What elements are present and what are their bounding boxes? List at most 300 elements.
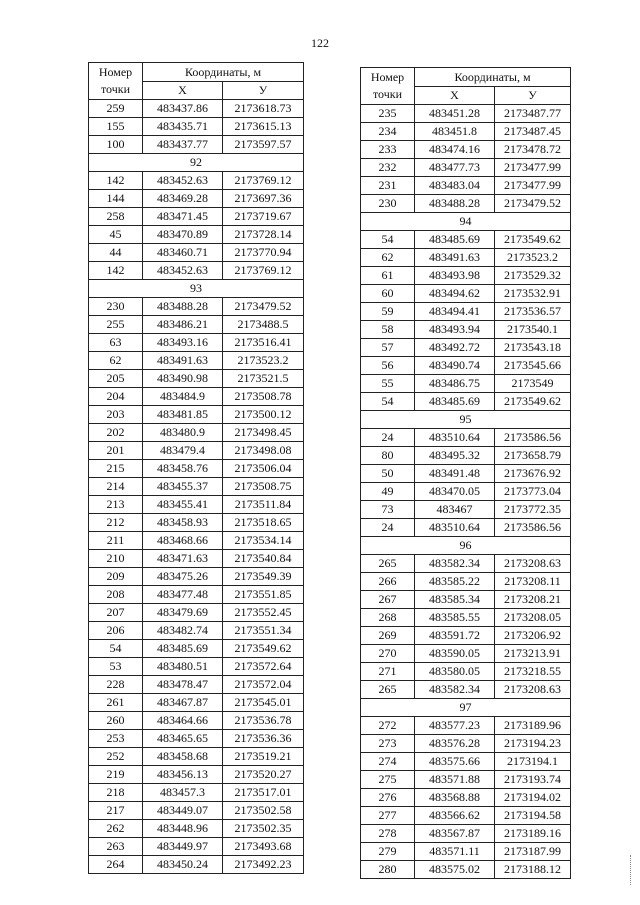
table-row: [361, 717, 571, 735]
x-coordinate-cell: 483458.68: [143, 748, 223, 766]
y-coordinate-cell: 2173500.12: [223, 406, 304, 424]
point-number-cell: 56: [361, 357, 415, 375]
group-number: 92: [89, 154, 304, 172]
point-number-cell: 218: [89, 784, 143, 802]
x-coordinate-cell: 483568.88: [415, 789, 495, 807]
point-number-cell: 234: [361, 123, 415, 141]
table-row: [89, 298, 304, 316]
table-row: [89, 550, 304, 568]
y-coordinate-cell: 2173213.91: [495, 645, 571, 663]
coordinates-header: Координаты, м: [415, 68, 571, 87]
y-coordinate-cell: 2173615.13: [223, 118, 304, 136]
table-row: [361, 159, 571, 177]
x-coordinate-cell: 483483.04: [415, 177, 495, 195]
group-number: 96: [361, 537, 571, 555]
group-header-row: [361, 699, 571, 717]
x-coordinate-cell: 483449.07: [143, 802, 223, 820]
table-row: [89, 316, 304, 334]
y-coordinate-cell: 2173477.99: [495, 177, 571, 195]
point-number-cell: 201: [89, 442, 143, 460]
table-row: [89, 352, 304, 370]
y-coordinate-cell: 2173208.11: [495, 573, 571, 591]
table-row: [89, 190, 304, 208]
y-coordinate-cell: 2173769.12: [223, 262, 304, 280]
point-number-cell: 206: [89, 622, 143, 640]
y-coordinate-cell: 2173194.58: [495, 807, 571, 825]
table-row: [89, 712, 304, 730]
point-number-cell: 279: [361, 843, 415, 861]
table-row: [361, 627, 571, 645]
point-number-cell: 261: [89, 694, 143, 712]
y-coordinate-cell: 2173770.94: [223, 244, 304, 262]
x-coordinate-cell: 483449.97: [143, 838, 223, 856]
y-coordinate-cell: 2173188.12: [495, 861, 571, 879]
point-number-cell: 265: [361, 555, 415, 573]
table-row: [89, 640, 304, 658]
point-number-cell: 60: [361, 285, 415, 303]
point-number-cell: 58: [361, 321, 415, 339]
point-number-cell: 50: [361, 465, 415, 483]
table-row: [89, 820, 304, 838]
y-coordinate-cell: 2173519.21: [223, 748, 304, 766]
x-coordinate-cell: 483486.21: [143, 316, 223, 334]
point-number-cell: 230: [89, 298, 143, 316]
point-number-header-line1: Номер: [98, 65, 133, 79]
table-row: [361, 447, 571, 465]
x-coordinate-cell: 483577.23: [415, 717, 495, 735]
point-number-cell: 280: [361, 861, 415, 879]
table-row: [361, 123, 571, 141]
point-number-cell: 45: [89, 226, 143, 244]
y-coordinate-cell: 2173551.85: [223, 586, 304, 604]
table-row: [361, 681, 571, 699]
x-coordinate-cell: 483465.65: [143, 730, 223, 748]
table-row: [361, 195, 571, 213]
table-row: [361, 771, 571, 789]
x-coordinate-cell: 483492.72: [415, 339, 495, 357]
x-coordinate-cell: 483571.88: [415, 771, 495, 789]
point-number-cell: 59: [361, 303, 415, 321]
x-coordinate-cell: 483585.34: [415, 591, 495, 609]
point-number-cell: 142: [89, 262, 143, 280]
point-number-cell: 80: [361, 447, 415, 465]
point-number-cell: 55: [361, 375, 415, 393]
group-header-row: [361, 411, 571, 429]
page-number: 122: [311, 36, 329, 50]
y-coordinate-cell: 2173549.39: [223, 568, 304, 586]
y-coordinate-cell: 2173549.62: [495, 231, 571, 249]
point-number-cell: 268: [361, 609, 415, 627]
y-coordinate-cell: 2173511.84: [223, 496, 304, 514]
y-coordinate-cell: 2173572.64: [223, 658, 304, 676]
group-number: 93: [89, 280, 304, 298]
y-coordinate-cell: 2173477.99: [495, 159, 571, 177]
table-row: [361, 609, 571, 627]
y-coordinate-cell: 2173697.36: [223, 190, 304, 208]
table-row: [361, 789, 571, 807]
x-coordinate-cell: 483510.64: [415, 519, 495, 537]
y-coordinate-cell: 2173551.34: [223, 622, 304, 640]
point-number-cell: 253: [89, 730, 143, 748]
group-number: 97: [361, 699, 571, 717]
table-row: [89, 172, 304, 190]
point-number-cell: 214: [89, 478, 143, 496]
y-coordinate-cell: 2173479.52: [495, 195, 571, 213]
table-row: [361, 285, 571, 303]
point-number-cell: 63: [89, 334, 143, 352]
x-coordinate-cell: 483585.22: [415, 573, 495, 591]
x-coordinate-cell: 483582.34: [415, 681, 495, 699]
group-header-row: [89, 280, 304, 298]
y-coordinate-cell: 2173487.77: [495, 105, 571, 123]
x-coordinate-cell: 483458.93: [143, 514, 223, 532]
table-row: [89, 424, 304, 442]
table-row: [89, 676, 304, 694]
point-number-cell: 259: [89, 100, 143, 118]
table-row: [89, 766, 304, 784]
point-number-cell: 271: [361, 663, 415, 681]
x-coordinate-cell: 483566.62: [415, 807, 495, 825]
y-coordinate-cell: 2173676.92: [495, 465, 571, 483]
point-number-cell: 274: [361, 753, 415, 771]
point-number-cell: 54: [361, 393, 415, 411]
x-coordinate-cell: 483493.94: [415, 321, 495, 339]
table-row: [361, 519, 571, 537]
table-row: [89, 208, 304, 226]
y-coordinate-cell: 2173536.78: [223, 712, 304, 730]
x-coordinate-cell: 483475.26: [143, 568, 223, 586]
x-coordinate-cell: 483470.05: [415, 483, 495, 501]
y-coordinate-cell: 2173506.04: [223, 460, 304, 478]
table-row: [89, 514, 304, 532]
x-coordinate-cell: 483460.71: [143, 244, 223, 262]
y-coordinate-cell: 2173532.91: [495, 285, 571, 303]
x-coordinate-cell: 483491.63: [143, 352, 223, 370]
x-coordinate-cell: 483575.66: [415, 753, 495, 771]
point-number-cell: 142: [89, 172, 143, 190]
y-coordinate-cell: 2173517.01: [223, 784, 304, 802]
group-header-row: [361, 537, 571, 555]
table-row: [361, 753, 571, 771]
table-row: [89, 496, 304, 514]
point-number-cell: 255: [89, 316, 143, 334]
y-coordinate-cell: 2173189.96: [495, 717, 571, 735]
x-coordinate-cell: 483435.71: [143, 118, 223, 136]
y-coordinate-cell: 2173521.5: [223, 370, 304, 388]
point-number-header-line2: точки: [100, 82, 131, 96]
point-number-cell: 61: [361, 267, 415, 285]
point-number-cell: 202: [89, 424, 143, 442]
x-coordinate-cell: 483485.69: [415, 231, 495, 249]
y-header: У: [495, 87, 571, 105]
point-number-cell: 215: [89, 460, 143, 478]
x-coordinate-cell: 483464.66: [143, 712, 223, 730]
x-coordinate-cell: 483467: [415, 501, 495, 519]
y-coordinate-cell: 2173536.36: [223, 730, 304, 748]
point-number-cell: 203: [89, 406, 143, 424]
table-row: [361, 303, 571, 321]
y-coordinate-cell: 2173772.35: [495, 501, 571, 519]
point-number-cell: 62: [89, 352, 143, 370]
table-row: [361, 483, 571, 501]
table-row: [361, 645, 571, 663]
x-coordinate-cell: 483477.48: [143, 586, 223, 604]
table-row: [89, 658, 304, 676]
x-coordinate-cell: 483451.8: [415, 123, 495, 141]
y-coordinate-cell: 2173534.14: [223, 532, 304, 550]
table-row: [361, 663, 571, 681]
point-number-cell: 235: [361, 105, 415, 123]
point-number-cell: 278: [361, 825, 415, 843]
y-coordinate-cell: 2173545.66: [495, 357, 571, 375]
y-coordinate-cell: 2173545.01: [223, 694, 304, 712]
point-number-cell: 275: [361, 771, 415, 789]
y-coordinate-cell: 2173194.23: [495, 735, 571, 753]
y-coordinate-cell: 2173540.84: [223, 550, 304, 568]
point-number-cell: 207: [89, 604, 143, 622]
point-number-header: [361, 68, 415, 105]
table-row: [89, 802, 304, 820]
table-row: [89, 136, 304, 154]
y-coordinate-cell: 2173498.45: [223, 424, 304, 442]
point-number-cell: 54: [89, 640, 143, 658]
x-coordinate-cell: 483479.69: [143, 604, 223, 622]
x-coordinate-cell: 483481.85: [143, 406, 223, 424]
table-row: [89, 244, 304, 262]
point-number-cell: 219: [89, 766, 143, 784]
x-coordinate-cell: 483480.51: [143, 658, 223, 676]
table-row: [361, 249, 571, 267]
y-coordinate-cell: 2173523.2: [223, 352, 304, 370]
y-coordinate-cell: 2173549.62: [223, 640, 304, 658]
table-row: [89, 370, 304, 388]
y-coordinate-cell: 2173549.62: [495, 393, 571, 411]
table-row: [361, 105, 571, 123]
point-number-cell: 204: [89, 388, 143, 406]
coordinates-header: Координаты, м: [143, 63, 304, 82]
x-coordinate-cell: 483491.48: [415, 465, 495, 483]
x-coordinate-cell: 483450.24: [143, 856, 223, 874]
point-number-cell: 231: [361, 177, 415, 195]
y-coordinate-cell: 2173498.08: [223, 442, 304, 460]
x-coordinate-cell: 483468.66: [143, 532, 223, 550]
table-row: [89, 604, 304, 622]
x-coordinate-cell: 483494.62: [415, 285, 495, 303]
table-row: [89, 568, 304, 586]
table-row: [89, 118, 304, 136]
point-number-cell: 44: [89, 244, 143, 262]
point-number-cell: 208: [89, 586, 143, 604]
x-coordinate-cell: 483480.9: [143, 424, 223, 442]
point-number-cell: 265: [361, 681, 415, 699]
point-number-cell: 276: [361, 789, 415, 807]
y-coordinate-cell: 2173502.35: [223, 820, 304, 838]
x-coordinate-cell: 483477.73: [415, 159, 495, 177]
y-coordinate-cell: 2173618.73: [223, 100, 304, 118]
y-coordinate-cell: 2173508.78: [223, 388, 304, 406]
table-row: [361, 573, 571, 591]
point-number-cell: 252: [89, 748, 143, 766]
y-coordinate-cell: 2173208.63: [495, 555, 571, 573]
x-coordinate-cell: 483585.55: [415, 609, 495, 627]
y-coordinate-cell: 2173728.14: [223, 226, 304, 244]
table-row: [361, 825, 571, 843]
x-coordinate-cell: 483451.28: [415, 105, 495, 123]
y-coordinate-cell: 2173520.27: [223, 766, 304, 784]
point-number-cell: 57: [361, 339, 415, 357]
x-coordinate-cell: 483470.89: [143, 226, 223, 244]
point-number-cell: 100: [89, 136, 143, 154]
x-coordinate-cell: 483452.63: [143, 172, 223, 190]
group-header-row: [89, 154, 304, 172]
table-row: [361, 357, 571, 375]
table-row: [361, 141, 571, 159]
table-row: [361, 231, 571, 249]
y-coordinate-cell: 2173194.1: [495, 753, 571, 771]
x-header: Х: [415, 87, 495, 105]
table-row: [89, 460, 304, 478]
table-row: [361, 501, 571, 519]
point-number-cell: 277: [361, 807, 415, 825]
point-number-cell: 270: [361, 645, 415, 663]
x-coordinate-cell: 483571.11: [415, 843, 495, 861]
x-coordinate-cell: 483482.74: [143, 622, 223, 640]
x-coordinate-cell: 483591.72: [415, 627, 495, 645]
table-row: [89, 100, 304, 118]
y-coordinate-cell: 2173492.23: [223, 856, 304, 874]
y-coordinate-cell: 2173189.16: [495, 825, 571, 843]
table-row: [361, 339, 571, 357]
point-number-cell: 217: [89, 802, 143, 820]
x-coordinate-cell: 483457.3: [143, 784, 223, 802]
group-header-row: [361, 213, 571, 231]
y-coordinate-cell: 2173193.74: [495, 771, 571, 789]
point-number-cell: 267: [361, 591, 415, 609]
point-number-cell: 205: [89, 370, 143, 388]
x-coordinate-cell: 483494.41: [415, 303, 495, 321]
point-number-cell: 54: [361, 231, 415, 249]
point-number-cell: 263: [89, 838, 143, 856]
y-coordinate-cell: 2173540.1: [495, 321, 571, 339]
y-coordinate-cell: 2173206.92: [495, 627, 571, 645]
point-number-cell: 258: [89, 208, 143, 226]
y-coordinate-cell: 2173719.67: [223, 208, 304, 226]
x-coordinate-cell: 483486.75: [415, 375, 495, 393]
table-row: [89, 478, 304, 496]
y-coordinate-cell: 2173493.68: [223, 838, 304, 856]
x-coordinate-cell: 483488.28: [143, 298, 223, 316]
table-row: [361, 843, 571, 861]
y-coordinate-cell: 2173208.63: [495, 681, 571, 699]
x-coordinate-cell: 483469.28: [143, 190, 223, 208]
y-coordinate-cell: 2173508.75: [223, 478, 304, 496]
x-coordinate-cell: 483474.16: [415, 141, 495, 159]
table-row: [89, 532, 304, 550]
table-row: [361, 429, 571, 447]
point-number-cell: 228: [89, 676, 143, 694]
y-coordinate-cell: 2173597.57: [223, 136, 304, 154]
point-number-cell: 266: [361, 573, 415, 591]
y-coordinate-cell: 2173769.12: [223, 172, 304, 190]
x-coordinate-cell: 483437.86: [143, 100, 223, 118]
x-coordinate-cell: 483458.76: [143, 460, 223, 478]
table-row: [361, 321, 571, 339]
x-coordinate-cell: 483575.02: [415, 861, 495, 879]
y-coordinate-cell: 2173478.72: [495, 141, 571, 159]
x-coordinate-cell: 483437.77: [143, 136, 223, 154]
table-row: [89, 262, 304, 280]
y-coordinate-cell: 2173487.45: [495, 123, 571, 141]
point-number-cell: 155: [89, 118, 143, 136]
y-header: У: [223, 82, 304, 100]
x-coordinate-cell: 483478.47: [143, 676, 223, 694]
x-coordinate-cell: 483590.05: [415, 645, 495, 663]
point-number-cell: 49: [361, 483, 415, 501]
y-coordinate-cell: 2173658.79: [495, 447, 571, 465]
y-coordinate-cell: 2173536.57: [495, 303, 571, 321]
point-number-cell: 232: [361, 159, 415, 177]
group-number: 94: [361, 213, 571, 231]
x-coordinate-cell: 483580.05: [415, 663, 495, 681]
x-coordinate-cell: 483490.74: [415, 357, 495, 375]
coordinates-table-right-body: [361, 105, 571, 879]
x-coordinate-cell: 483493.16: [143, 334, 223, 352]
point-number-cell: 272: [361, 717, 415, 735]
y-coordinate-cell: 2173543.18: [495, 339, 571, 357]
x-coordinate-cell: 483495.32: [415, 447, 495, 465]
y-coordinate-cell: 2173773.04: [495, 483, 571, 501]
point-number-cell: 24: [361, 429, 415, 447]
y-coordinate-cell: 2173552.45: [223, 604, 304, 622]
x-coordinate-cell: 483467.87: [143, 694, 223, 712]
point-number-cell: 264: [89, 856, 143, 874]
x-coordinate-cell: 483488.28: [415, 195, 495, 213]
y-coordinate-cell: 2173194.02: [495, 789, 571, 807]
x-coordinate-cell: 483582.34: [415, 555, 495, 573]
group-number: 95: [361, 411, 571, 429]
y-coordinate-cell: 2173218.55: [495, 663, 571, 681]
table-row: [89, 226, 304, 244]
table-row: [89, 748, 304, 766]
x-coordinate-cell: 483452.63: [143, 262, 223, 280]
table-row: [361, 861, 571, 879]
point-number-cell: 53: [89, 658, 143, 676]
coordinates-table-left-body: [89, 100, 304, 874]
point-number-cell: 212: [89, 514, 143, 532]
y-coordinate-cell: 2173518.65: [223, 514, 304, 532]
point-number-cell: 62: [361, 249, 415, 267]
point-number-header: [89, 63, 143, 100]
y-coordinate-cell: 2173502.58: [223, 802, 304, 820]
point-number-cell: 213: [89, 496, 143, 514]
table-row: [89, 622, 304, 640]
point-number-cell: 269: [361, 627, 415, 645]
point-number-cell: 260: [89, 712, 143, 730]
y-coordinate-cell: 2173549: [495, 375, 571, 393]
coordinates-table-left: [88, 62, 304, 874]
coordinates-table-right: [360, 67, 571, 879]
point-number-header-line1: Номер: [370, 70, 405, 84]
table-row: [89, 586, 304, 604]
table-row: [361, 465, 571, 483]
table-row: [89, 730, 304, 748]
y-coordinate-cell: 2173187.99: [495, 843, 571, 861]
point-number-cell: 210: [89, 550, 143, 568]
point-number-cell: 233: [361, 141, 415, 159]
x-coordinate-cell: 483479.4: [143, 442, 223, 460]
y-coordinate-cell: 2173208.05: [495, 609, 571, 627]
y-coordinate-cell: 2173488.5: [223, 316, 304, 334]
